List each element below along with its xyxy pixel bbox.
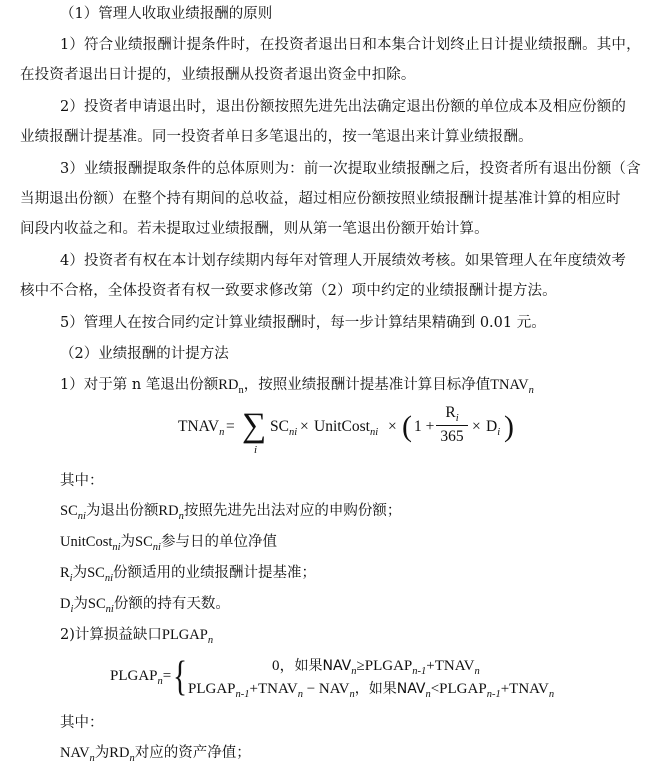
right-paren: ) <box>504 410 514 443</box>
section-heading-method: （2）业绩报酬的计提方法 <box>60 346 229 362</box>
times-sign-1: × <box>300 418 309 435</box>
rd-subscript: n <box>238 385 244 396</box>
case-2: $PLGAP_{n-1}+TNAV_n - NAV_n$，如果$NAV_n<PLGAP_{n-1}+TNAV_n$ <box>188 681 555 700</box>
step-1-text: 1）对于第 n 笔退出份额$RD_n$，按照业绩报酬计提基准计算目标净值$TNAV_n$ <box>60 377 534 396</box>
times-sign-3: × <box>472 418 481 435</box>
paragraph-3-line-1: 3）业绩报酬提取条件的总体原则为：前一次提取业绩报酬之后，投资者所有退出份额（含 <box>60 161 641 177</box>
left-brace: { <box>173 654 188 700</box>
definition-r: $R_i$为$SC_{ni}$份额适用的业绩报酬计提基准； <box>60 565 317 584</box>
step-1-middle: ，按照业绩报酬计提基准计算目标净值 <box>243 377 491 393</box>
definition-unitcost: UnitCost$_{ni}$为$SC_{ni}$参与日的单位净值 <box>60 534 277 553</box>
paragraph-5: 5）管理人在按合同约定计算业绩报酬时，每一步计算结果精确到 0.01 元。 <box>60 315 546 331</box>
one-plus: 1 + <box>414 418 435 435</box>
term-unitcost: UnitCost$_{ni}$ <box>314 418 379 438</box>
paragraph-3-line-2: 当期退出份额）在整个持有期间的总收益，超过相应份额按照业绩报酬计提基准计算的相应时 <box>20 191 621 207</box>
paragraph-1-line-2: 在投资者退出日计提的，业绩报酬从投资者退出资金中扣除。 <box>20 67 416 83</box>
formula-tnav <box>178 404 538 460</box>
equals-sign: = <box>226 418 235 435</box>
definition-d: $D_i$为$SC_{ni}$份额的持有天数。 <box>60 596 230 615</box>
term-sc: $SC_{ni}$ <box>270 418 298 438</box>
paragraph-4-line-1: 4）投资者有权在本计划存续期内每年对管理人开展绩效考核。如果管理人在年度绩效考 <box>60 253 627 269</box>
fraction-r-over-365: $\frac{R_i}{365}$ <box>436 402 468 448</box>
paragraph-2-line-2: 业绩报酬计提基准。同一投资者单日多笔退出的，按一笔退出来计算业绩报酬。 <box>20 129 533 145</box>
term-d: $D_i$ <box>486 418 501 438</box>
definition-nav: $NAV_n$为$RD_n$对应的资产净值； <box>60 745 251 764</box>
formula-plgap-lhs: $PLGAP_n=$ <box>110 668 172 687</box>
step-1-prefix: 1）对于第 n 笔退出份额 <box>60 377 219 393</box>
formula-plgap <box>110 654 630 704</box>
section-heading-principles: （1）管理人收取业绩报酬的原则 <box>60 6 273 22</box>
paragraph-4-line-2: 核中不合格，全体投资者有权一致要求修改第（2）项中约定的业绩报酬计提方法。 <box>20 283 557 299</box>
paragraph-3-line-3: 间段内收益之和。若未提取过业绩报酬，则从第一笔退出份额开始计算。 <box>20 221 489 237</box>
left-paren: ( <box>402 410 412 443</box>
where-label-2: 其中： <box>60 715 104 731</box>
where-label-1: 其中： <box>60 473 104 489</box>
case-1: 0，如果$NAV_n\ge PLGAP_{n-1}+TNAV_n$ <box>272 658 480 677</box>
definition-sc: $SC_{ni}$为退出份额$RD_n$按照先进先出法对应的申购份额； <box>60 503 402 522</box>
summation-index: i <box>254 444 258 456</box>
paragraph-1-line-1: 1）符合业绩报酬计提条件时，在投资者退出日和本集合计划终止日计提业绩报酬。其中， <box>60 37 641 53</box>
summation-symbol: ∑ <box>242 407 267 444</box>
formula-tnav-lhs: $TNAV_n$ <box>178 418 225 438</box>
paragraph-2-line-1: 2）投资者申请退出时，退出份额按照先进先出法确定退出份额的单位成本及相应份额的 <box>60 99 627 115</box>
times-sign-2: × <box>388 418 397 435</box>
tnav-subscript: n <box>528 385 534 396</box>
step-2-text: 2)计算损益缺口$PLGAP_n$ <box>60 627 214 646</box>
